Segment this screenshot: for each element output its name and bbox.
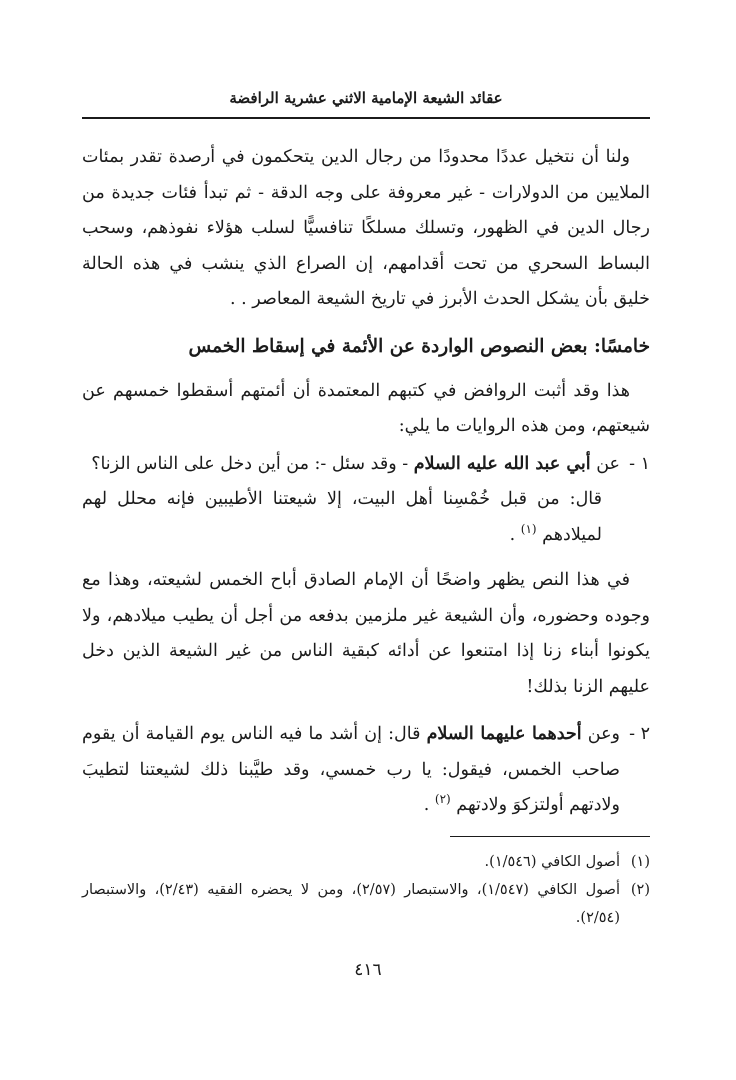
section-heading-text: بعض النصوص الواردة عن الأئمة في إسقاط الخمس <box>188 335 588 357</box>
spacer <box>82 553 650 563</box>
intro-paragraph: ولنا أن نتخيل عددًا محدودًا من رجال الدين يتحكمون في أرصدة تقدر بمئات الملايين من الدولارات - غير معروفة على وجه الدقة - ثم تبدأ فئات جديدة من رجال الدين في الظهور، وتسلك مسلكًا تنافسيًّا لسلب هؤلاء نفوذهم، وسحب البساط السحري من تحت أقدامهم، إن الصراع الذي ينشب في هذه الحالة خليق بأن يشكل الحدث الأبرز في تاريخ الشيعة المعاصر . . <box>82 147 650 309</box>
narration-1-question: - وقد سئل -: من أين دخل على الناس الزنا؟ <box>91 453 409 474</box>
narration-1-prefix: عن <box>596 453 620 474</box>
spacer <box>82 705 650 715</box>
footnote-2-mark: (٢) <box>630 882 650 898</box>
section-intro: هذا وقد أثبت الروافض في كتبهم المعتمدة أن أئمتهم أسقطوا خمسهم عن شيعتهم، ومن هذه الروايات ما يلي: <box>82 380 650 436</box>
footnote-2 <box>82 876 650 932</box>
narration-2-source: أحدهما عليهما السلام <box>426 724 582 744</box>
narration-2-end: . <box>423 795 430 815</box>
running-head-title: عقائد الشيعة الإمامية الاثني عشرية الرافضة <box>229 89 503 107</box>
footnote-ref-1[interactable]: (١) <box>520 521 537 536</box>
footnote-1 <box>82 848 650 876</box>
narration-1-number: ١ - <box>629 453 650 474</box>
header-rule <box>82 117 650 119</box>
page-number: ٤١٦ <box>354 960 382 980</box>
narration-1-first-line <box>82 447 620 483</box>
narration-1-source: أبي عبد الله عليه السلام <box>413 453 591 474</box>
footnote-rule <box>450 836 650 837</box>
narration-1 <box>82 447 650 554</box>
footnote-ref-2[interactable]: (٢) <box>434 792 451 807</box>
page-body <box>82 140 650 824</box>
section-heading-label: خامسًا: <box>594 335 650 357</box>
footnote-1-mark: (١) <box>630 854 650 870</box>
footnote-2-text: أصول الكافي (١/٥٤٧)، والاستبصار (٢/٥٧)، ومن لا يحضره الفقيه (٢/٤٣)، والاستبصار (٢/٥٤). <box>82 882 620 926</box>
footnotes <box>82 848 650 932</box>
narration-1-end: . <box>509 524 516 545</box>
commentary-paragraph: في هذا النص يظهر واضحًا أن الإمام الصادق أباح الخمس لشيعته، وهذا مع وجوده وحضوره، وأن الشيعة غير ملزمين بدفعه من أجل أن يطيب ميلادهم، ولا يكونوا أبناء زنا إذا امتنعوا عن أدائه كبقية الناس من غير الشيعة الذين دخل عليهم الزنا بذلك! <box>82 570 650 697</box>
narration-1-answer: قال: من قبل خُمْسِنا أهل البيت، إلا شيعتنا الأطيبين فإنه محلل لهم لميلادهم <box>82 489 602 545</box>
narration-2-prefix: وعن <box>587 724 620 744</box>
narration-2 <box>82 717 650 824</box>
narration-2-text: قال: إن أشد ما فيه الناس يوم القيامة أن يقوم صاحب الخمس، فيقول: يا رب خمسي، وقد طيَّبنا ذلك لشيعتنا لتطيبَ ولادتهم أولتزكوَ ولادتهم <box>82 724 620 815</box>
narration-2-number: ٢ - <box>629 724 650 744</box>
narration-2-body <box>82 717 620 824</box>
narration-1-body <box>82 447 620 554</box>
footnote-1-text: أصول الكافي (١/٥٤٦). <box>484 854 620 870</box>
section-heading <box>82 332 650 362</box>
narration-1-answer-block <box>82 482 620 553</box>
